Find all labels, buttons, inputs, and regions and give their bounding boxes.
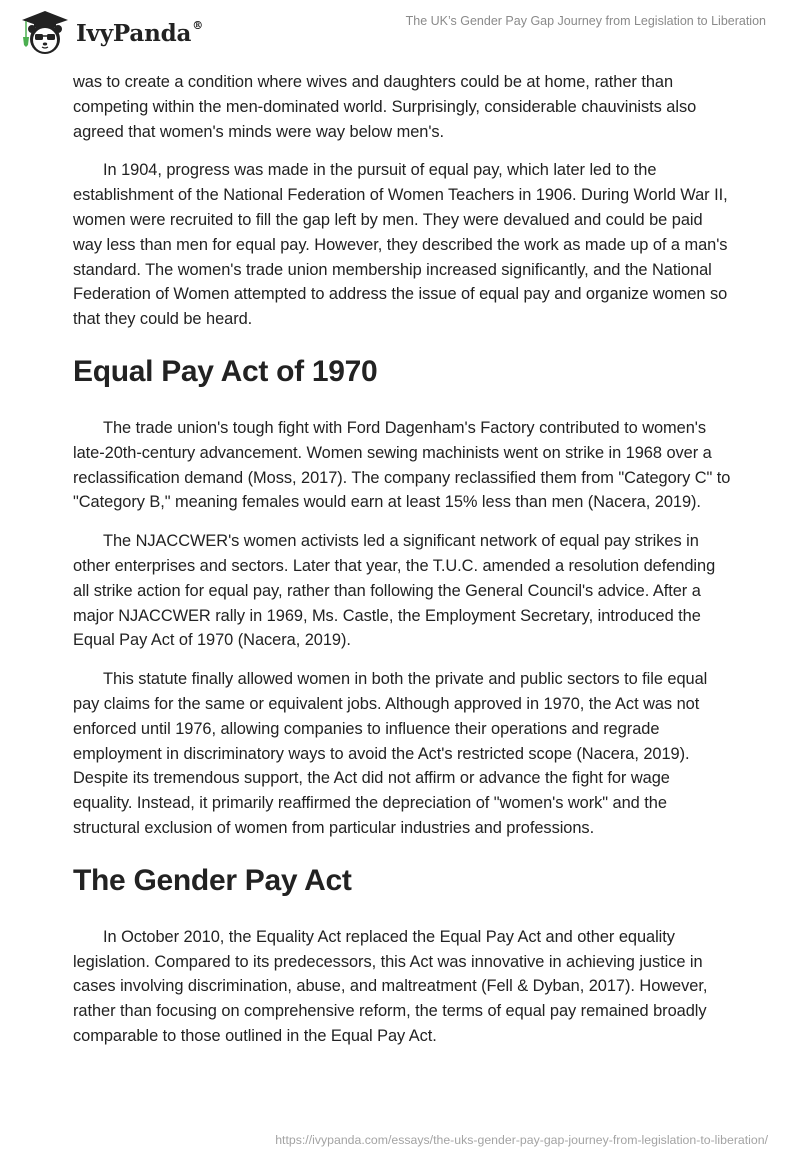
document-title: The UK’s Gender Pay Gap Journey from Legislation to Liberation <box>405 14 766 28</box>
paragraph: The NJACCWER's women activists led a significant network of equal pay strikes in other enterprises and sectors. Later that year, the T.U.C. amended a resolution defending all strike action for equal pay, rather than following the General Council's advice. After a major NJACCWER rally in 1969, Ms. Castle, the Employment Secretary, introduced the Equal Pay Act of 1970 (Nacera, 2019). <box>73 532 716 650</box>
essay-body <box>73 70 733 1063</box>
source-url-link[interactable]: https://ivypanda.com/essays/the-uks-gender-pay-gap-journey-from-legislation-to-liberation/ <box>275 1133 768 1147</box>
panda-graduate-icon <box>18 8 72 56</box>
logo-wordmark: IvyPanda® <box>76 18 203 47</box>
paragraph: In October 2010, the Equality Act replaced the Equal Pay Act and other equality legislation. Compared to its predecessors, this Act was innovative in achieving justice in cases involving discrimination, abuse, and maltreatment (Fell & Dyban, 2017). However, rather than focusing on comprehensive reform, the terms of equal pay remained broadly comparable to those outlined in the Equal Pay Act. <box>73 927 708 1045</box>
paragraph: This statute finally allowed women in both the private and public sectors to file equal pay claims for the same or equivalent jobs. Although approved in 1970, the Act was not enforced until 1976, allowing companies to influence their operations and regrade employment in discriminatory ways to avoid the Act's restricted scope (Nacera, 2019). Despite its tremendous support, the Act did not affirm or advance the fight for wage equality. Instead, it primarily reaffirmed the depreciation of "women's work" and the structural exclusion of women from particular industries and professions. <box>73 670 708 837</box>
section-heading-equal-pay-act-1970: Equal Pay Act of 1970 <box>73 354 378 388</box>
paragraph: The trade union's tough fight with Ford Dagenham's Factory contributed to women's late-20th-century advancement. Women sewing machinists went on strike in 1968 over a reclassification demand (Moss, 2017). The company reclassified them from "Category C" to "Category B," meaning females would earn at least 15% less than men (Nacera, 2019). <box>73 418 731 512</box>
page-header <box>0 0 800 62</box>
paragraph: was to create a condition where wives and daughters could be at home, rather than competing within the men-dominated world. Surprisingly, considerable chauvinists also agreed that women's minds were way below men's. <box>73 73 697 141</box>
registered-mark: ® <box>192 18 203 32</box>
section-heading-gender-pay-act: The Gender Pay Act <box>73 863 352 897</box>
ivypanda-logo[interactable] <box>18 8 203 56</box>
paragraph: In 1904, progress was made in the pursuit of equal pay, which later led to the establishment of the National Federation of Women Teachers in 1906. During World War II, women were recruited to fill the gap left by men. They were devalued and could be paid way less than men for equal pay. However, they described the work as made up of a man's standard. The women's trade union membership increased significantly, and the National Federation of Women attempted to address the issue of equal pay and organize women so that they could be heard. <box>73 161 728 329</box>
